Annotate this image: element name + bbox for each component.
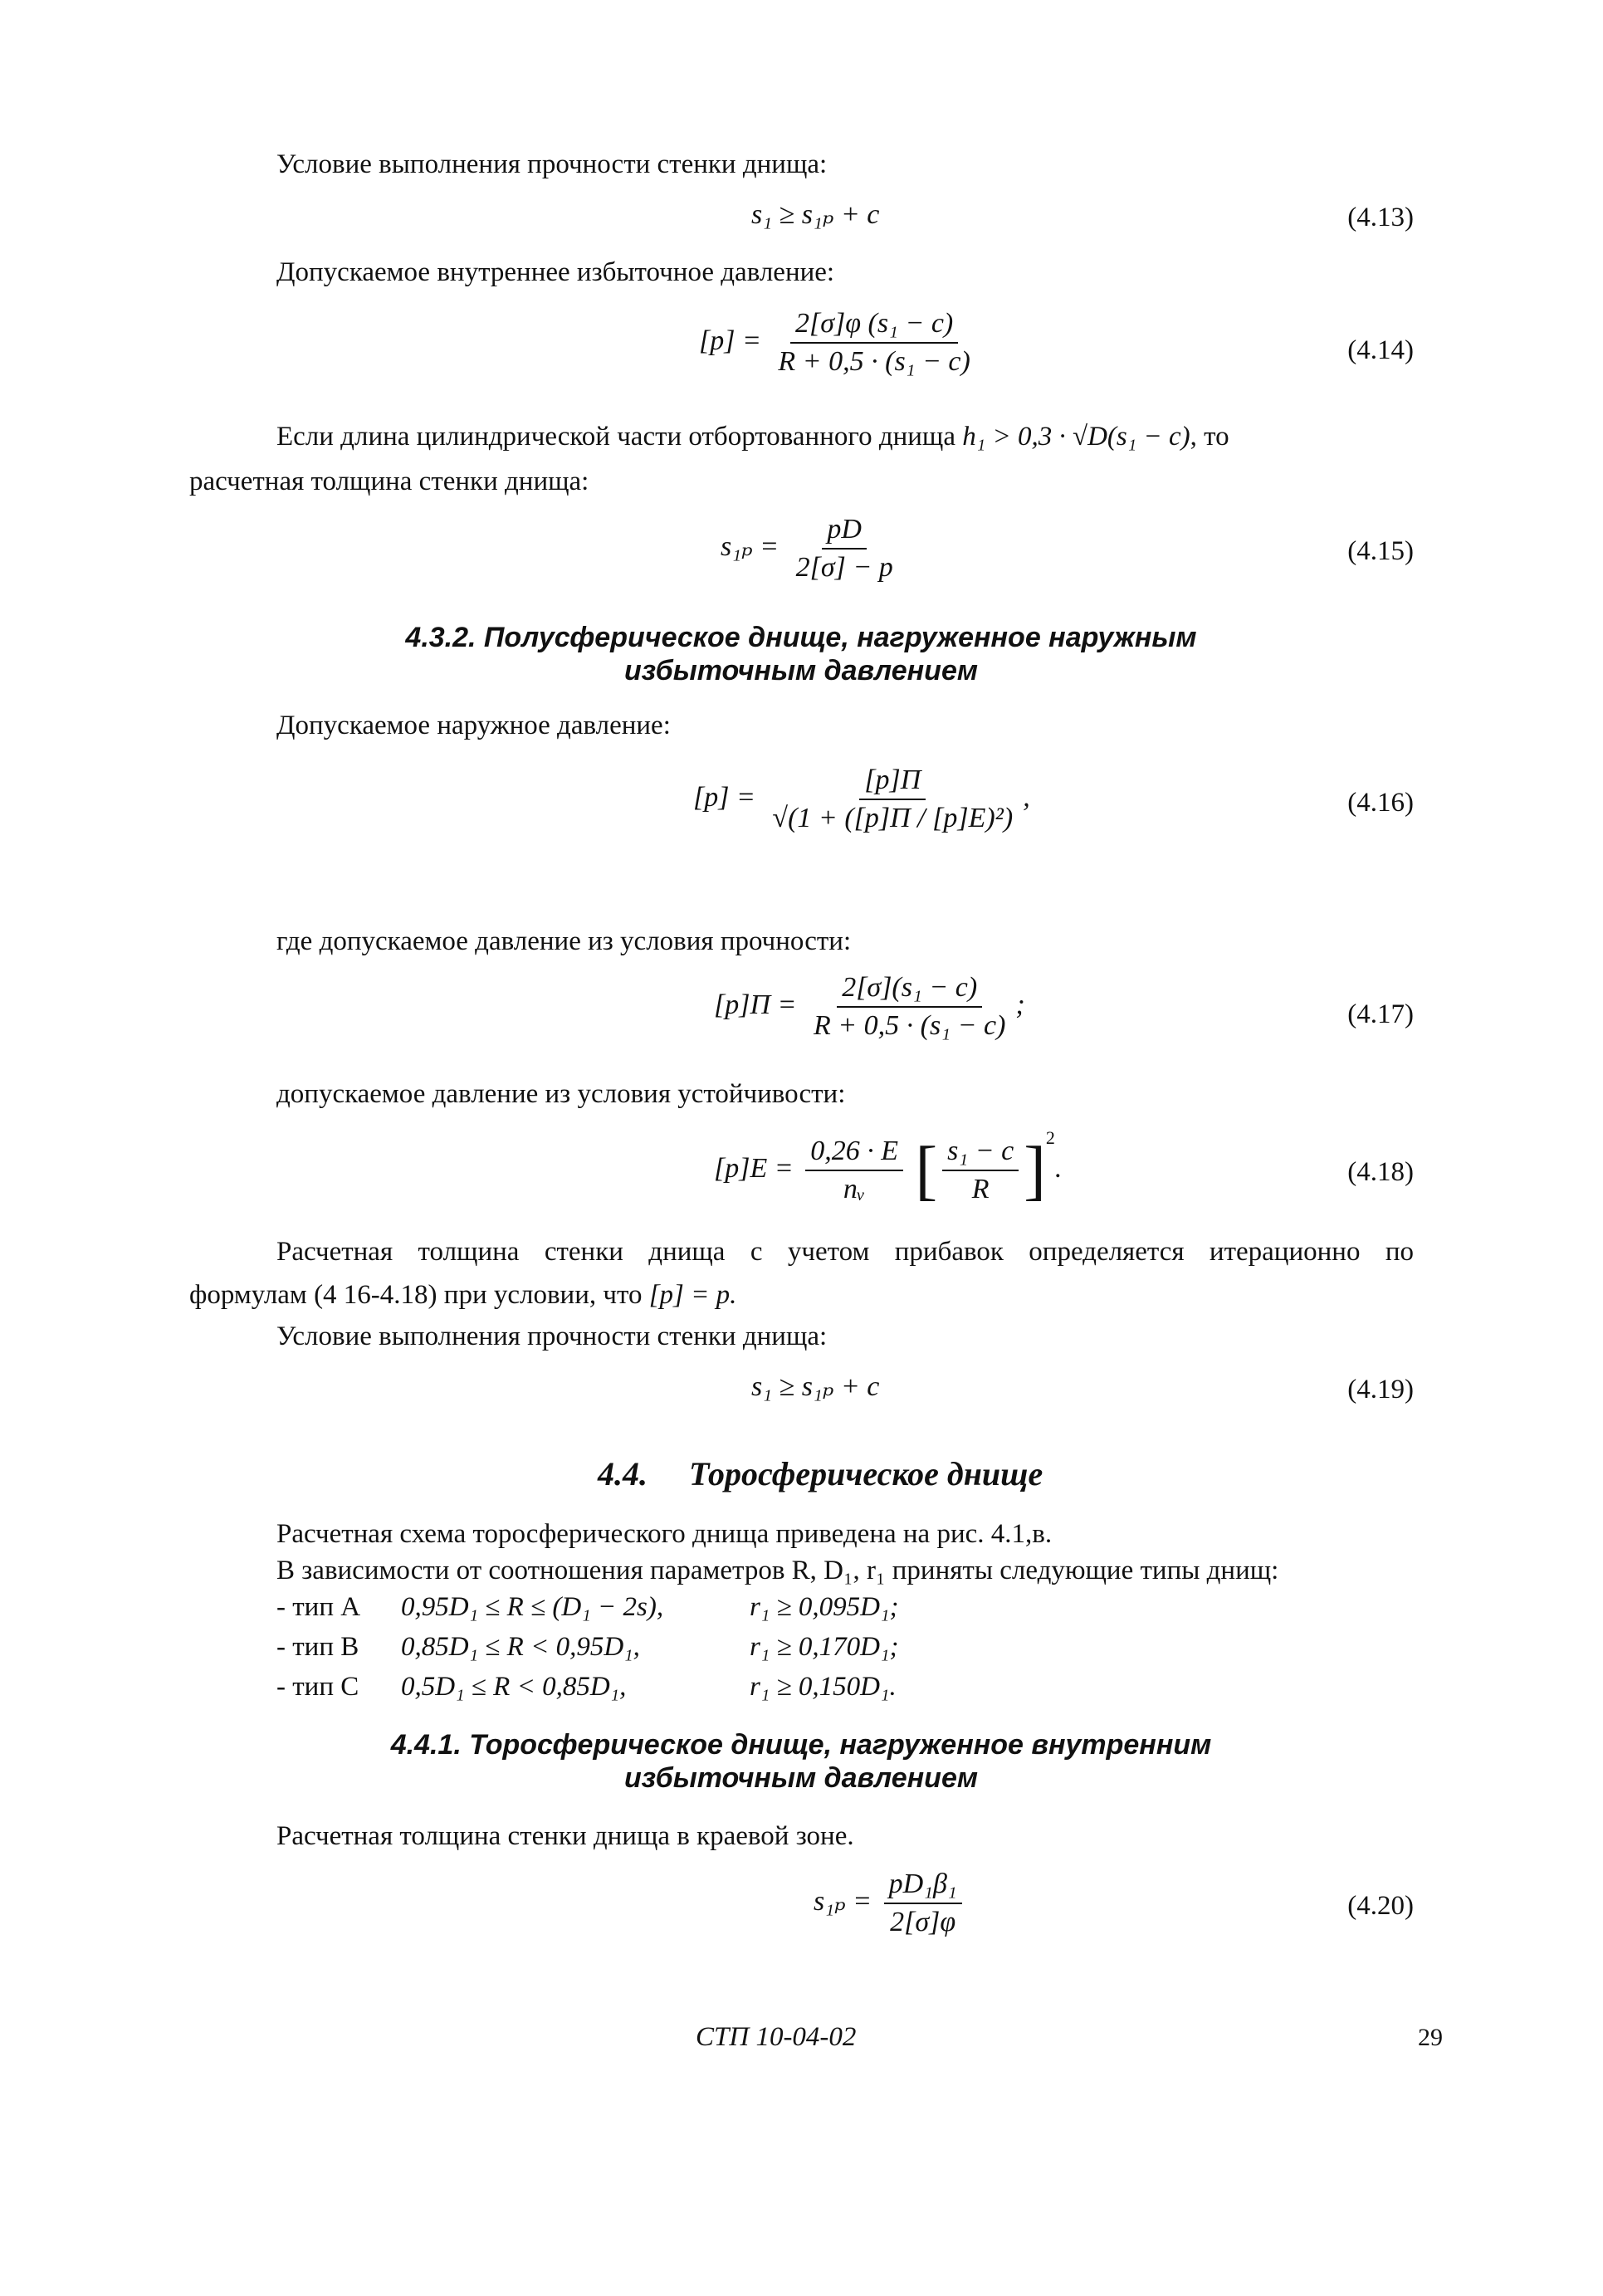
- head-type-condition: r₁ ≥ 0,150D₁.: [750, 1672, 897, 1702]
- equation-4-14-lhs: [p] =: [699, 325, 761, 356]
- section-heading-4-4-1: [178, 1728, 1424, 1795]
- head-type-label: - тип В: [276, 1632, 359, 1662]
- equation-number-4-15: (4.15): [1347, 536, 1414, 566]
- equation-4-16-lhs: [p] =: [693, 781, 755, 813]
- head-type-range: 0,85D₁ ≤ R < 0,95D₁,: [401, 1632, 640, 1662]
- head-type-condition: r₁ ≥ 0,170D₁;: [750, 1632, 899, 1662]
- equation-4-19: s₁ ≥ s₁ₚ + c: [751, 1371, 880, 1402]
- paragraph-cylinder-length-to: , то: [1190, 422, 1229, 452]
- page-number: 29: [1418, 2024, 1443, 2051]
- section-heading-4-4-number: 4.4.: [598, 1455, 648, 1492]
- paragraph-strength-condition-2: Условие выполнения прочности стенки днища:: [276, 1321, 828, 1351]
- paragraph-head-types: В зависимости от соотношения параметров R, D₁, r₁ приняты следующие типы днищ:: [276, 1556, 1279, 1585]
- equation-number-4-18: (4.18): [1347, 1157, 1414, 1187]
- equation-number-4-13: (4.13): [1347, 203, 1414, 232]
- paragraph-iteration-line1: Расчетная толщина стенки днища с учетом прибавок определяется итерационно по: [276, 1237, 1414, 1267]
- section-heading-4-4-1-line2: избыточным давлением: [623, 1762, 979, 1794]
- equation-number-4-16: (4.16): [1347, 788, 1414, 818]
- paragraph-design-thickness: расчетная толщина стенки днища:: [189, 467, 589, 496]
- equation-4-17: [p]П = $\frac{\text{2[σ](s₁ − c)}}{\text{R + 0,5 · (s₁ − c)}}$ ;: [714, 972, 1025, 1041]
- paragraph-design-scheme: Расчетная схема торосферического днища приведена на рис. 4.1,в.: [276, 1519, 1053, 1549]
- section-heading-4-4-1-line1: 4.4.1. Торосферическое днище, нагруженное внутренним: [390, 1729, 1212, 1761]
- equation-4-15-denominator: 2[σ] − p: [795, 552, 893, 583]
- equation-4-17-numerator: 2[σ](s₁ − c): [837, 971, 982, 1008]
- equation-4-18-inner-numerator: s₁ − c: [942, 1135, 1019, 1171]
- equation-4-16: [p] = $\frac{[p]П}{\text{√(1 + ([p]П / [p]E)²)}}$ ,: [693, 765, 1030, 833]
- section-heading-4-3-2-line1: 4.3.2. Полусферическое днище, нагруженное наружным: [405, 622, 1197, 653]
- paragraph-allowed-external-pressure: Допускаемое наружное давление:: [276, 711, 671, 740]
- section-heading-4-3-2: [178, 621, 1424, 687]
- equation-4-16-denominator: √(1 + ([p]П / [p]E)²): [772, 803, 1014, 833]
- head-type-label: - тип С: [276, 1672, 359, 1702]
- equation-4-18-inner-denominator: R: [971, 1174, 990, 1205]
- condition-h1: h₁ > 0,3 · √D(s₁ − c): [962, 422, 1190, 452]
- head-type-label: - тип А: [276, 1592, 361, 1622]
- equation-4-18-lhs: [p]E =: [714, 1153, 794, 1184]
- section-heading-4-4: [598, 1454, 1043, 1493]
- paragraph-edge-zone: Расчетная толщина стенки днища в краевой зоне.: [276, 1821, 854, 1851]
- paragraph-iteration-line2: [189, 1277, 736, 1313]
- left-bracket: [: [915, 1134, 938, 1208]
- paragraph-strength-condition: Условие выполнения прочности стенки днища:: [276, 149, 828, 179]
- equation-4-15-lhs: s₁ₚ =: [721, 530, 780, 562]
- equation-number-4-19: (4.19): [1347, 1375, 1414, 1404]
- head-type-range: 0,95D₁ ≤ R ≤ (D₁ − 2s),: [401, 1592, 664, 1622]
- paragraph-allowed-internal-pressure: Допускаемое внутреннее избыточное давление:: [276, 257, 835, 287]
- equation-4-18-denominator: nᵥ: [843, 1174, 866, 1205]
- equation-4-20: [814, 1868, 967, 1939]
- equation-4-20-numerator: pD₁β₁: [884, 1868, 962, 1904]
- paragraph-cylinder-length-text: Если длина цилиндрической части отбортованного днища: [276, 422, 955, 452]
- head-type-c: [276, 1668, 897, 1705]
- head-type-range: 0,5D₁ ≤ R < 0,85D₁,: [401, 1672, 627, 1702]
- equation-4-20-denominator: 2[σ]φ: [890, 1907, 956, 1937]
- paragraph-cylinder-length: [276, 418, 1229, 455]
- equation-number-4-17: (4.17): [1347, 999, 1414, 1029]
- equation-4-15-numerator: pD: [822, 513, 867, 550]
- section-heading-4-4-title: Торосферическое днище: [689, 1455, 1043, 1492]
- equation-4-18-numerator: 0,26 · E: [805, 1135, 903, 1171]
- equation-4-14: [699, 307, 980, 379]
- head-type-a: [276, 1589, 898, 1625]
- equation-4-17-denominator: R + 0,5 · (s₁ − c): [813, 1010, 1006, 1041]
- right-bracket: ]: [1024, 1134, 1046, 1208]
- equation-number-4-20: (4.20): [1347, 1891, 1414, 1921]
- equation-4-18: [p]E = $\frac{0,26 \cdot E}{\text{nᵥ}}$ [ $\frac{\text{s₁ − c}}{R}$ ]$^2$.: [714, 1127, 1063, 1208]
- equation-4-13: s₁ ≥ s₁ₚ + c: [751, 199, 880, 230]
- equation-4-20-lhs: s₁ₚ =: [814, 1885, 872, 1917]
- section-heading-4-3-2-line2: избыточным давлением: [623, 655, 979, 686]
- paragraph-strength-pressure: где допускаемое давление из условия прочности:: [276, 926, 852, 956]
- equation-number-4-14: (4.14): [1347, 335, 1414, 365]
- condition-p: [p] = p.: [648, 1280, 737, 1310]
- head-type-condition: r₁ ≥ 0,095D₁;: [750, 1592, 899, 1622]
- equation-4-14-numerator: 2[σ]φ (s₁ − c): [790, 307, 958, 344]
- equation-4-14-denominator: R + 0,5 · (s₁ − c): [778, 346, 970, 377]
- equation-4-15: [721, 513, 903, 584]
- head-type-b: [276, 1629, 898, 1665]
- equation-4-17-lhs: [p]П =: [714, 989, 797, 1020]
- paragraph-iteration-text: формулам (4 16-4.18) при условии, что: [189, 1280, 643, 1310]
- equation-4-16-numerator: [p]П: [859, 764, 926, 800]
- paragraph-stability-pressure: допускаемое давление из условия устойчивости:: [276, 1079, 846, 1109]
- footer-doc-code: СТП 10-04-02: [696, 2022, 857, 2052]
